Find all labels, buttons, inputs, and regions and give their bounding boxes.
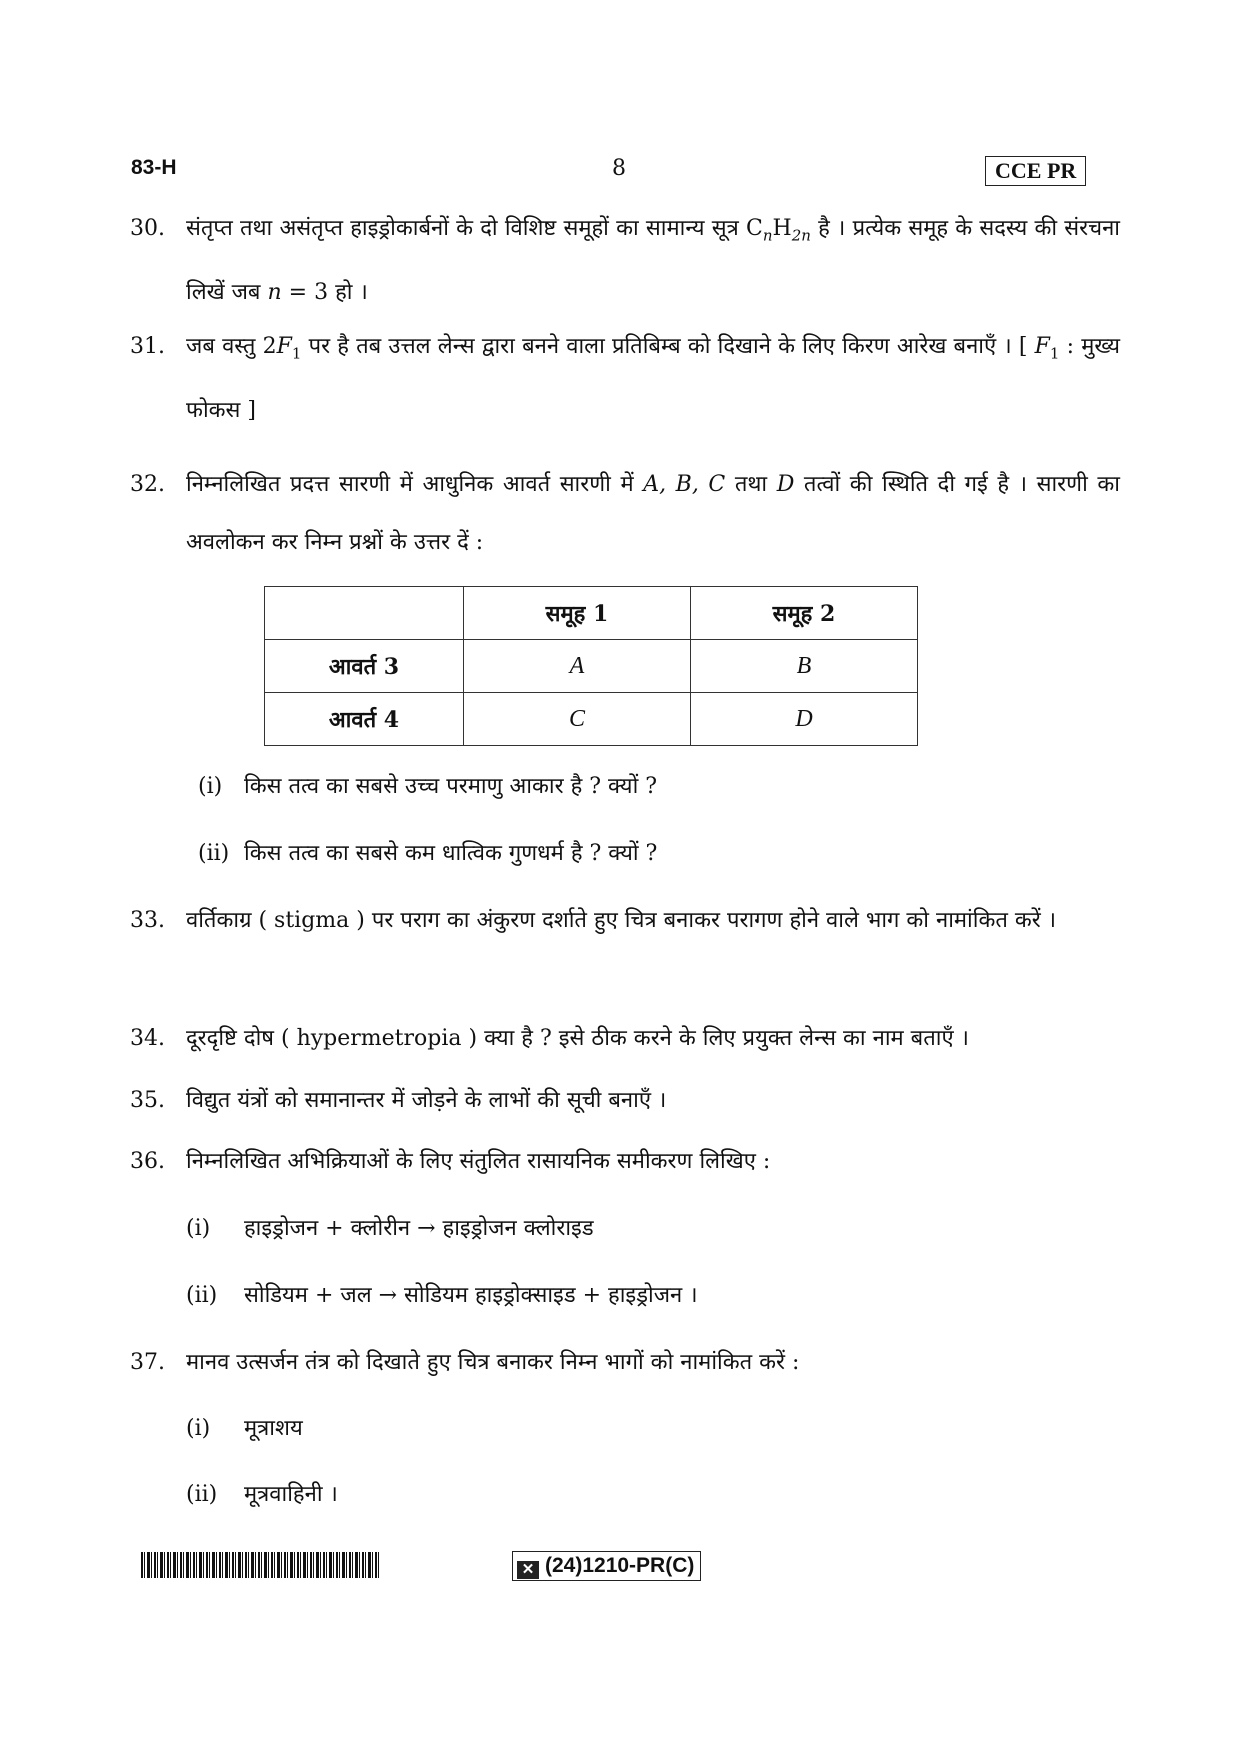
table-row [265,640,918,693]
qr-icon: ✕ [517,1561,539,1579]
barcode [141,1552,381,1578]
periodic-position-table [264,586,918,746]
q36-sub-ii: (ii) सोडियम + जल → सोडियम हाइड्रोक्साइड + हाइड्रोजन । [186,1283,698,1308]
row-label: आवर्त 4 [265,693,464,746]
table-header-row [265,587,918,640]
question-37: 37. मानव उत्सर्जन तंत्र को दिखाते हुए चित्र बनाकर निम्न भागों को नामांकित करें : [130,1350,800,1375]
table-header-cell [265,587,464,640]
question-30: 30. संतृप्त तथा असंतृप्त हाइड्रोकार्बनों के दो विशिष्ट समूहों का सामान्य सूत्र $C_nH_{2n}$ है । प्रत्येक समूह के सदस्य की संरचना लिखें जब n = 3 हो । [130,216,1121,306]
series-badge: CCE PR [985,156,1086,186]
question-32: 32. निम्नलिखित प्रदत्त सारणी में आधुनिक आवर्त सारणी में A, B, C तथा D तत्वों की स्थिति दी गई है । सारणी का अवलोकन कर निम्न प्रश्नों के उत्तर दें : [130,472,1120,555]
q37-sub-ii: (ii) मूत्रवाहिनी । [186,1482,338,1507]
table-cell: C [464,693,691,746]
table-cell: D [691,693,918,746]
question-34: 34. दूरदृष्टि दोष ( hypermetropia ) क्या है ? इसे ठीक करने के लिए प्रयुक्त लेन्स का नाम बताएँ । [130,1026,969,1051]
row-label: आवर्त 3 [265,640,464,693]
question-35: 35. विद्युत यंत्रों को समानान्तर में जोड़ने के लाभों की सूची बनाएँ । [130,1088,667,1113]
q32-sub-i: (i) किस तत्व का सबसे उच्च परमाणु आकार है ? क्यों ? [198,774,658,799]
table-cell: A [464,640,691,693]
paper-code: 83-H [131,156,177,179]
table-header-cell: समूह 2 [691,587,918,640]
page-number: 8 [612,156,626,181]
table-row [265,693,918,746]
table-header-cell: समूह 1 [464,587,691,640]
q36-sub-i: (i) हाइड्रोजन + क्लोरीन → हाइड्रोजन क्लोराइड [186,1216,594,1241]
question-36: 36. निम्नलिखित अभिक्रियाओं के लिए संतुलित रासायनिक समीकरण लिखिए : [130,1149,771,1174]
question-31: 31. जब वस्तु $2F_1$ पर है तब उत्तल लेन्स द्वारा बनने वाला प्रतिबिम्ब को दिखाने के लिए किरण आरेख बनाएँ । [ $F_1$ : मुख्य फोकस ] [130,334,1121,424]
paper-id-box: ✕ (24)1210-PR(C) [512,1551,701,1581]
q32-sub-ii: (ii) किस तत्व का सबसे कम धात्विक गुणधर्म है ? क्यों ? [198,841,658,866]
question-33: 33. वर्तिकाग्र ( stigma ) पर पराग का अंकुरण दर्शाते हुए चित्र बनाकर परागण होने वाले भाग को नामांकित करें । [130,908,1057,933]
q37-sub-i: (i) मूत्राशय [186,1416,303,1441]
table-cell: B [691,640,918,693]
